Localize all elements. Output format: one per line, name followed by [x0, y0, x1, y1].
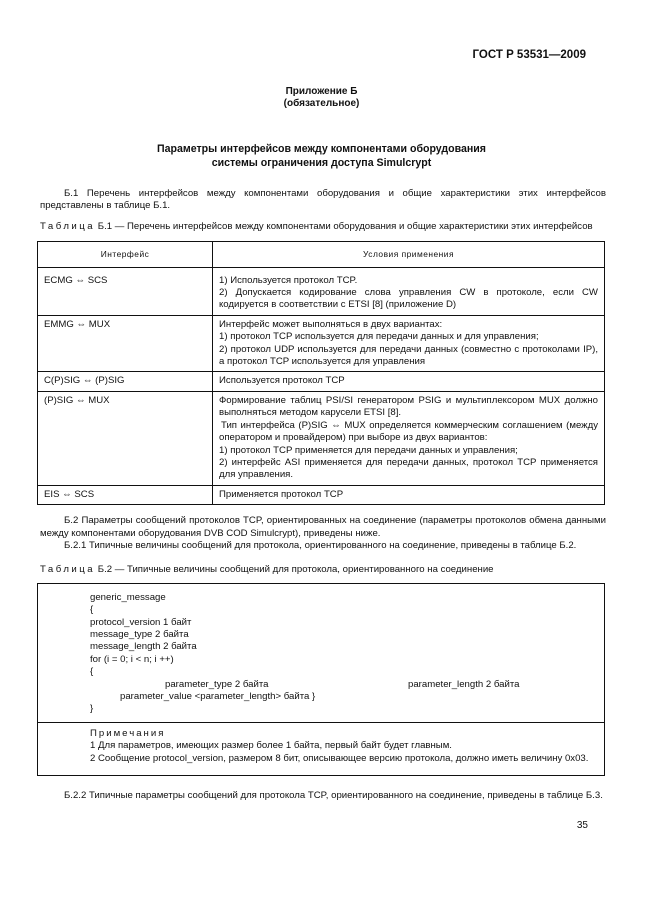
page-title [37, 142, 606, 170]
code-line: { [90, 604, 94, 616]
table-row [38, 372, 605, 391]
line: 2) протокол UDP используется для передачи данных (совместно с протоколами IP), а протокол TCP используется для управления [219, 343, 598, 368]
title-line-2: системы ограничения доступа Simulcrypt [211, 157, 432, 169]
appendix-heading [37, 86, 606, 110]
conditions-cell [213, 485, 605, 504]
appendix-title: Приложение Б [285, 86, 358, 97]
header-interface: Интерфейс [38, 242, 213, 267]
line: Формирование таблиц PSI/SI генератором PSIG и мультиплексором MUX должно выполняться методом карусели ETSI [8]. [219, 394, 598, 419]
interface-cell: EMMG ⇔ MUX [38, 315, 213, 372]
notes [38, 722, 604, 775]
line: Тип интерфейса (P)SIG ⇔ MUX определяется коммерческим соглашением (между оператором и провайдером) при выборе из двух вариантов: [219, 419, 598, 444]
table-row [38, 391, 605, 485]
interface-cell: EIS ⇔ SCS [38, 485, 213, 504]
line: 1) Используется протокол TCP. [219, 274, 358, 286]
paragraph-b2: Б.2 Параметры сообщений протоколов TCP, ориентированных на соединение (параметры протоколов обмена данными между компонентами оборудования DVB COD Simulcrypt), приведены ниже. [40, 515, 606, 539]
paragraph-b22: Б.2.2 Типичные параметры сообщений для протокола TCP, ориентированного на соединение, приведены в таблице Б.3. [64, 790, 603, 802]
caption-text: Б.2 — Типичные величины сообщений для протокола, ориентированного на соединение [95, 564, 494, 576]
code-line: parameter_value <parameter_length> байта } [120, 690, 316, 702]
table1-caption [37, 221, 606, 233]
header-conditions: Условия применения [213, 242, 605, 267]
param-type: parameter_type 2 байта [165, 678, 269, 690]
conditions-cell [213, 315, 605, 372]
line: Интерфейс может выполняться в двух вариантах: [219, 318, 443, 330]
line: Применяется протокол TCP [219, 488, 344, 500]
interface-cell: ECMG ⇔ SCS [38, 267, 213, 315]
code-line [90, 679, 604, 691]
code-line: generic_message [90, 591, 166, 603]
note: 2 Сообщение protocol_version, размером 8 бит, описывающее версию протокола, должно иметь величину 0x03. [90, 752, 589, 764]
conditions-cell [213, 267, 605, 315]
message-structure [38, 584, 604, 722]
table2-caption [37, 564, 606, 576]
table-row [38, 485, 605, 504]
interface-cell: C(P)SIG ⇔ (P)SIG [38, 372, 213, 391]
code-line: for (i = 0; i < n; i ++) [90, 653, 174, 665]
line: 1) протокол TCP используется для передачи данных и для управления; [219, 331, 539, 343]
paragraph-b21: Б.2.1 Типичные величины сообщений для протокола, ориентированного на соединение, приведены в таблице Б.2. [64, 539, 577, 551]
table-b1 [37, 241, 605, 505]
table-row [38, 315, 605, 372]
caption-word: Таблица [40, 220, 96, 232]
code-line: message_length 2 байта [90, 641, 197, 653]
caption-text: Б.1 — Перечень интерфейсов между компонентами оборудования и общие характеристики этих интерфейсов [95, 220, 593, 232]
notes-title: Примечания [90, 727, 166, 739]
line: 2) интерфейс ASI применяется для передачи данных, протокол TCP применяется для управления. [219, 456, 598, 481]
title-line-1: Параметры интерфейсов между компонентами оборудования [157, 143, 486, 155]
appendix-subtitle: (обязательное) [283, 98, 360, 109]
standard-number: ГОСТ Р 53531—2009 [472, 49, 586, 61]
page-number: 35 [576, 820, 588, 832]
table-header-row [38, 242, 605, 267]
table-row [38, 267, 605, 315]
code-line: { [90, 666, 94, 678]
code-line: message_type 2 байта [90, 628, 189, 640]
line: 1) протокол TCP применяется для передачи данных и управления; [219, 444, 518, 456]
line: 2) Допускается кодирование слова управления CW в протоколе, если CW кодируется в соответствии с ETSI [8] (приложение D) [219, 287, 598, 311]
caption-word: Таблица [40, 564, 96, 576]
param-length: parameter_length 2 байта [408, 678, 520, 690]
code-line: } [90, 703, 94, 715]
code-line: protocol_version 1 байт [90, 616, 192, 628]
line: Используется протокол TCP [219, 375, 345, 387]
paragraph-b1: Б.1 Перечень интерфейсов между компонентами оборудования и общие характеристики этих интерфейсов представлены в таблице Б.1. [40, 188, 606, 212]
conditions-cell [213, 391, 605, 485]
interface-cell: (P)SIG ⇔ MUX [38, 391, 213, 485]
table-b2 [37, 583, 605, 776]
conditions-cell [213, 372, 605, 391]
note: 1 Для параметров, имеющих размер более 1 байта, первый байт будет главным. [90, 740, 452, 752]
